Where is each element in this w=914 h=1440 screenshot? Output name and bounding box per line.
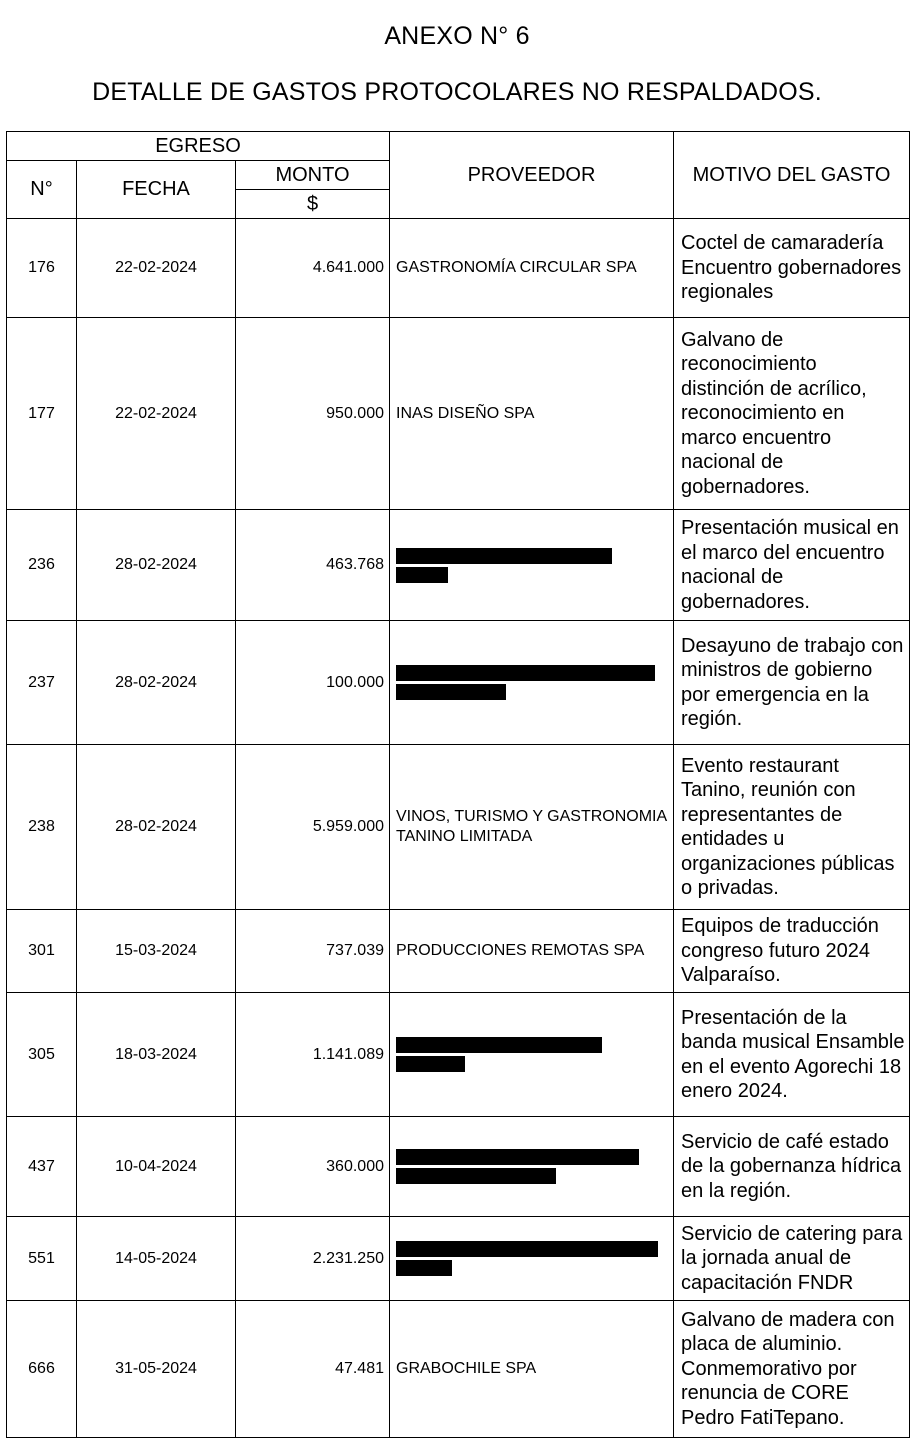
table-row — [7, 745, 910, 910]
row-proveedor: PRODUCCIONES REMOTAS SPA — [390, 910, 674, 993]
row-motivo: Servicio de café estado de la gobernanza hídrica en la región. — [674, 1117, 910, 1217]
redaction-bar — [396, 1260, 452, 1276]
row-numero: 551 — [7, 1217, 77, 1301]
row-numero: 237 — [7, 621, 77, 745]
row-proveedor: GRABOCHILE SPA — [390, 1301, 674, 1438]
header-proveedor: PROVEEDOR — [390, 132, 674, 219]
row-proveedor-redacted — [390, 993, 674, 1117]
row-fecha: 15-03-2024 — [77, 910, 236, 993]
row-fecha: 14-05-2024 — [77, 1217, 236, 1301]
row-fecha: 22-02-2024 — [77, 219, 236, 318]
table-row — [7, 318, 910, 510]
row-fecha: 22-02-2024 — [77, 318, 236, 510]
row-numero: 666 — [7, 1301, 77, 1438]
row-motivo: Galvano de reconocimiento distinción de acrílico, reconocimiento en marco encuentro nacional de gobernadores. — [674, 318, 910, 510]
row-proveedor: INAS DISEÑO SPA — [390, 318, 674, 510]
table-body — [7, 219, 910, 1438]
redaction-bar — [396, 548, 612, 564]
row-fecha: 28-02-2024 — [77, 621, 236, 745]
row-monto: 100.000 — [236, 621, 390, 745]
row-numero: 238 — [7, 745, 77, 910]
table-header — [7, 132, 910, 219]
row-monto: 47.481 — [236, 1301, 390, 1438]
expenses-table — [6, 131, 910, 1438]
header-motivo: MOTIVO DEL GASTO — [674, 132, 910, 219]
row-monto: 737.039 — [236, 910, 390, 993]
row-proveedor-redacted — [390, 621, 674, 745]
annex-subtitle: DETALLE DE GASTOS PROTOCOLARES NO RESPALDADOS. — [92, 78, 822, 106]
row-monto: 463.768 — [236, 510, 390, 621]
annex-title: ANEXO N° 6 — [384, 22, 530, 50]
row-motivo: Evento restaurant Tanino, reunión con representantes de entidades u organizaciones públicas o privadas. — [674, 745, 910, 910]
header-numero: N° — [7, 161, 77, 219]
row-fecha: 28-02-2024 — [77, 510, 236, 621]
row-fecha: 10-04-2024 — [77, 1117, 236, 1217]
redaction-bar — [396, 1056, 465, 1072]
row-fecha: 18-03-2024 — [77, 993, 236, 1117]
header-egreso: EGRESO — [7, 132, 390, 161]
row-numero: 437 — [7, 1117, 77, 1217]
row-numero: 305 — [7, 993, 77, 1117]
row-motivo: Equipos de traducción congreso futuro 2024 Valparaíso. — [674, 910, 910, 993]
row-motivo: Coctel de camaradería Encuentro gobernadores regionales — [674, 219, 910, 318]
row-proveedor: VINOS, TURISMO Y GASTRONOMIA TANINO LIMITADA — [390, 745, 674, 910]
row-monto: 950.000 — [236, 318, 390, 510]
row-monto: 360.000 — [236, 1117, 390, 1217]
row-motivo: Galvano de madera con placa de aluminio. Conmemorativo por renuncia de CORE Pedro FatiTepano. — [674, 1301, 910, 1438]
table-row — [7, 219, 910, 318]
row-motivo: Desayuno de trabajo con ministros de gobierno por emergencia en la región. — [674, 621, 910, 745]
header-fecha: FECHA — [77, 161, 236, 219]
row-monto: 1.141.089 — [236, 993, 390, 1117]
row-numero: 176 — [7, 219, 77, 318]
row-monto: 4.641.000 — [236, 219, 390, 318]
table-row — [7, 1217, 910, 1301]
header-moneda: $ — [236, 190, 390, 219]
row-monto: 5.959.000 — [236, 745, 390, 910]
row-motivo: Servicio de catering para la jornada anual de capacitación FNDR — [674, 1217, 910, 1301]
row-proveedor-redacted — [390, 1117, 674, 1217]
row-proveedor-redacted — [390, 1217, 674, 1301]
table-row — [7, 993, 910, 1117]
table-row — [7, 1301, 910, 1438]
header-monto: MONTO — [236, 161, 390, 190]
row-fecha: 28-02-2024 — [77, 745, 236, 910]
redaction-bar — [396, 1149, 639, 1165]
row-proveedor-redacted — [390, 510, 674, 621]
row-numero: 236 — [7, 510, 77, 621]
row-numero: 301 — [7, 910, 77, 993]
row-numero: 177 — [7, 318, 77, 510]
row-proveedor: GASTRONOMÍA CIRCULAR SPA — [390, 219, 674, 318]
table-row — [7, 510, 910, 621]
redaction-bar — [396, 665, 655, 681]
row-motivo: Presentación musical en el marco del encuentro nacional de gobernadores. — [674, 510, 910, 621]
redaction-bar — [396, 1241, 658, 1257]
redaction-bar — [396, 684, 506, 700]
table-row — [7, 1117, 910, 1217]
row-monto: 2.231.250 — [236, 1217, 390, 1301]
row-fecha: 31-05-2024 — [77, 1301, 236, 1438]
table-row — [7, 621, 910, 745]
redaction-bar — [396, 1168, 556, 1184]
row-motivo: Presentación de la banda musical Ensamble en el evento Agorechi 18 enero 2024. — [674, 993, 910, 1117]
table-row — [7, 910, 910, 993]
redaction-bar — [396, 1037, 602, 1053]
redaction-bar — [396, 567, 448, 583]
